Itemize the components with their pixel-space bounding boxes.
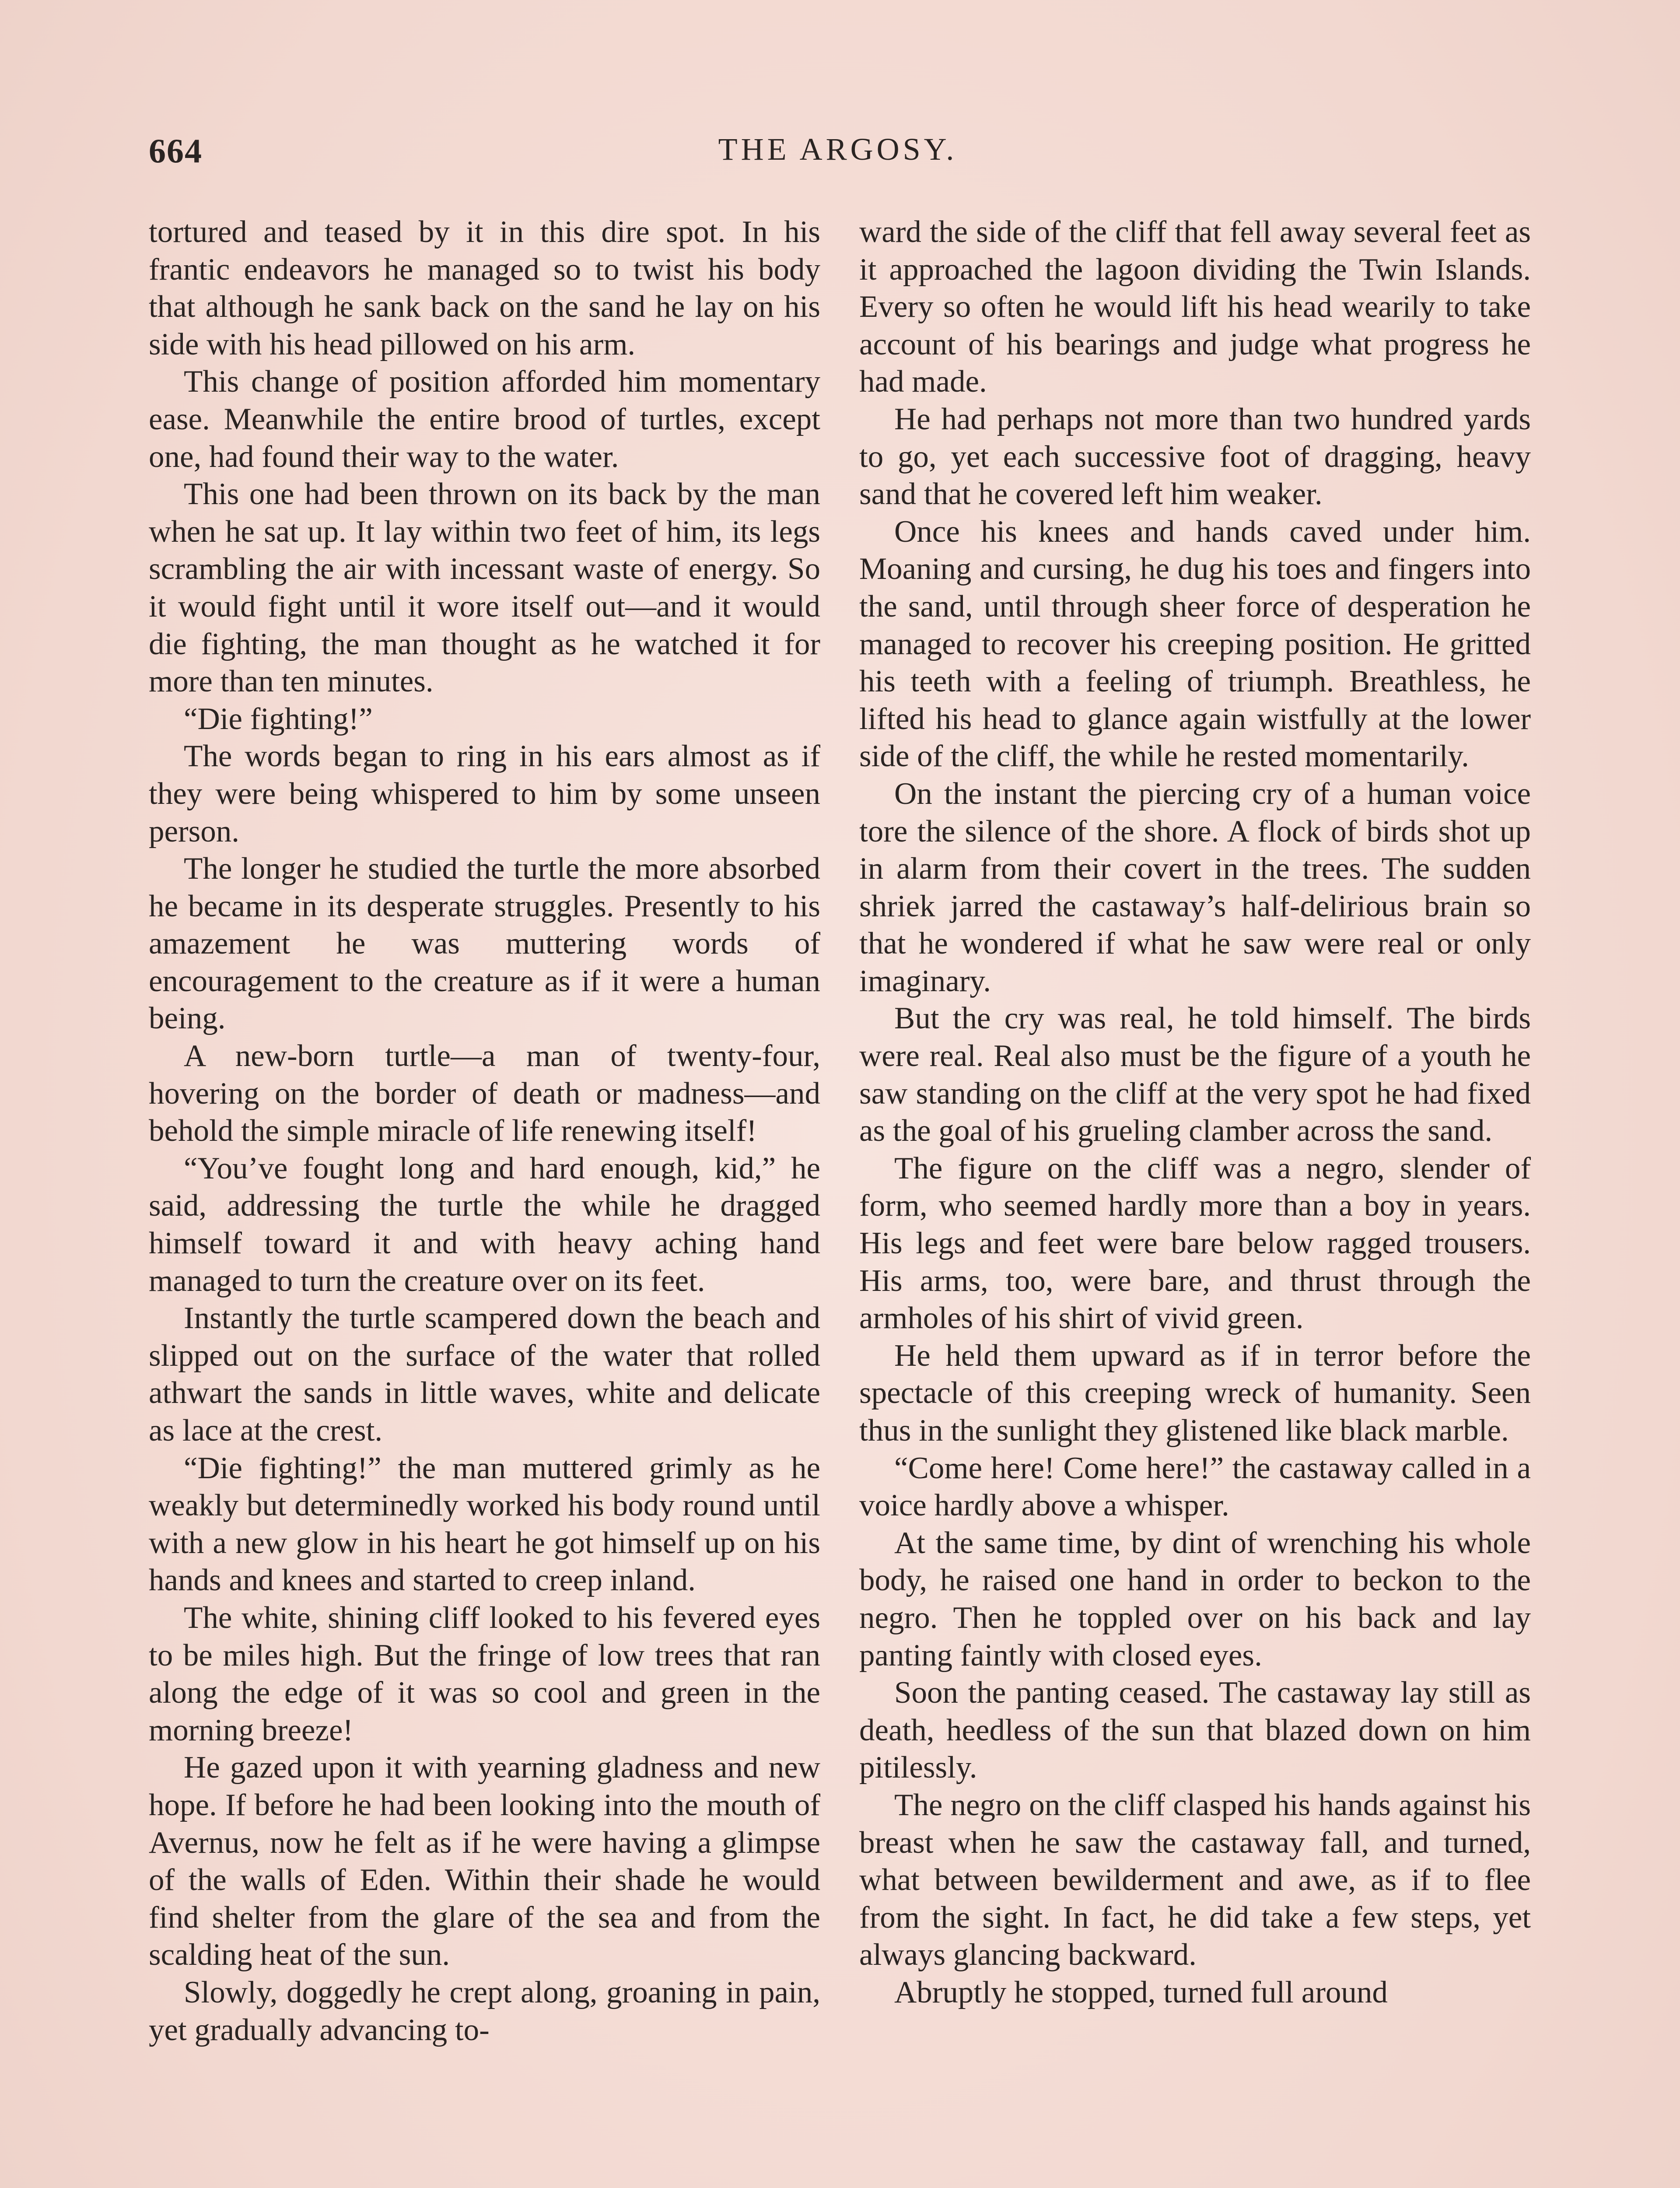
- paragraph: The white, shining cliff looked to his fevered eyes to be miles high. But the fringe of low trees that ran along the edge of it was so cool and green in the morning breeze!: [149, 1600, 820, 1747]
- paragraph: “Die fighting!” the man muttered grimly as he weakly but determinedly worked his body round until with a new glow in his heart he got himself up on his hands and knees and started to creep inland.: [149, 1451, 820, 1598]
- paragraph: A new-born turtle—a man of twenty-four, hovering on the border of death or madness—and behold the simple miracle of life renewing itself!: [149, 1039, 820, 1148]
- paragraph: Instantly the turtle scampered down the beach and slipped out on the surface of the water that rolled athwart the sands in little waves, white and delicate as lace at the crest.: [149, 1301, 820, 1448]
- paragraph: The figure on the cliff was a negro, slender of form, who seemed hardly more than a boy in years. His legs and feet were bare below ragged trousers. His arms, too, were bare, and thrust through the armholes of his shirt of vivid green.: [859, 1151, 1531, 1336]
- paragraph: The longer he studied the turtle the more absorbed he became in its desperate struggles. Presently to his amazement he was muttering words of encouragement to the creature as if it were a human being.: [149, 852, 820, 1036]
- left-column: [149, 214, 820, 2049]
- paragraph: “Die fighting!”: [184, 701, 373, 736]
- page-header: [149, 131, 1527, 184]
- right-column: [859, 214, 1531, 2012]
- paragraph: Soon the panting ceased. The castaway lay still as death, heedless of the sun that blazed down on him pitilessly.: [859, 1676, 1531, 1785]
- paragraph: He had perhaps not more than two hundred yards to go, yet each successive foot of dragging, heavy sand that he covered left him weaker.: [859, 402, 1531, 512]
- paragraph: On the instant the piercing cry of a human voice tore the silence of the shore. A flock of birds shot up in alarm from their covert in the trees. The sudden shriek jarred the castaway’s half-delirious brain so that he wondered if what he saw were real or only imaginary.: [859, 776, 1531, 998]
- paragraph: He gazed upon it with yearning gladness and new hope. If before he had been looking into the mouth of Avernus, now he felt as if he were having a glimpse of the walls of Eden. Within their shade he would find shelter from the glare of the sea and from the scalding heat of the sun.: [149, 1750, 820, 1972]
- paragraph: At the same time, by dint of wrenching his whole body, he raised one hand in order to beckon to the negro. Then he toppled over on his back and lay panting faintly with closed eyes.: [859, 1525, 1531, 1673]
- paragraph: Once his knees and hands caved under him. Moaning and cursing, he dug his toes and fingers into the sand, until through sheer force of desperation he managed to recover his creeping position. He gritted his teeth with a feeling of triumph. Breathless, he lifted his head to glance again wistfully at the lower side of the cliff, the while he rested momentarily.: [859, 514, 1531, 774]
- paragraph: But the cry was real, he told himself. The birds were real. Real also must be the figure of a youth he saw standing on the cliff at the very spot he had fixed as the goal of his grueling clamber across the sand.: [859, 1001, 1531, 1148]
- paragraph: This one had been thrown on its back by the man when he sat up. It lay within two feet of him, its legs scrambling the air with incessant waste of energy. So it would fight until it wore itself out—and it would die fighting, the man thought as he watched it for more than ten minutes.: [149, 477, 820, 699]
- paragraph: “Come here! Come here!” the castaway called in a voice hardly above a whisper.: [859, 1451, 1531, 1523]
- paragraph: tortured and teased by it in this dire spot. In his frantic endeavors he managed so to twist his body that although he sank back on the sand he lay on his side with his head pillowed on his arm.: [149, 215, 820, 361]
- paragraph: Abruptly he stopped, turned full around: [894, 1975, 1388, 2009]
- paragraph: ward the side of the cliff that fell away several feet as it approached the lagoon dividing the Twin Islands. Every so often he would lift his head wearily to take account of his bearings and judge what progress he had made.: [859, 215, 1531, 399]
- running-head: THE ARGOSY.: [718, 132, 958, 167]
- paragraph: The negro on the cliff clasped his hands against his breast when he saw the castaway fall, and turned, what between bewilderment and awe, as if to flee from the sight. In fact, he did take a few steps, yet always glancing backward.: [859, 1788, 1531, 1972]
- paragraph: Slowly, doggedly he crept along, groaning in pain, yet gradually advancing to-: [149, 1975, 820, 2047]
- page-number: 664: [149, 132, 203, 170]
- paragraph: He held them upward as if in terror before the spectacle of this creeping wreck of humanity. Seen thus in the sunlight they glistened like black marble.: [859, 1338, 1531, 1448]
- paragraph: This change of position afforded him momentary ease. Meanwhile the entire brood of turtles, except one, had found their way to the water.: [149, 365, 820, 474]
- paragraph: “You’ve fought long and hard enough, kid,” he said, addressing the turtle the while he dragged himself toward it and with heavy aching hand managed to turn the creature over on its feet.: [149, 1151, 820, 1298]
- paragraph: The words began to ring in his ears almost as if they were being whispered to him by some unseen person.: [149, 739, 820, 849]
